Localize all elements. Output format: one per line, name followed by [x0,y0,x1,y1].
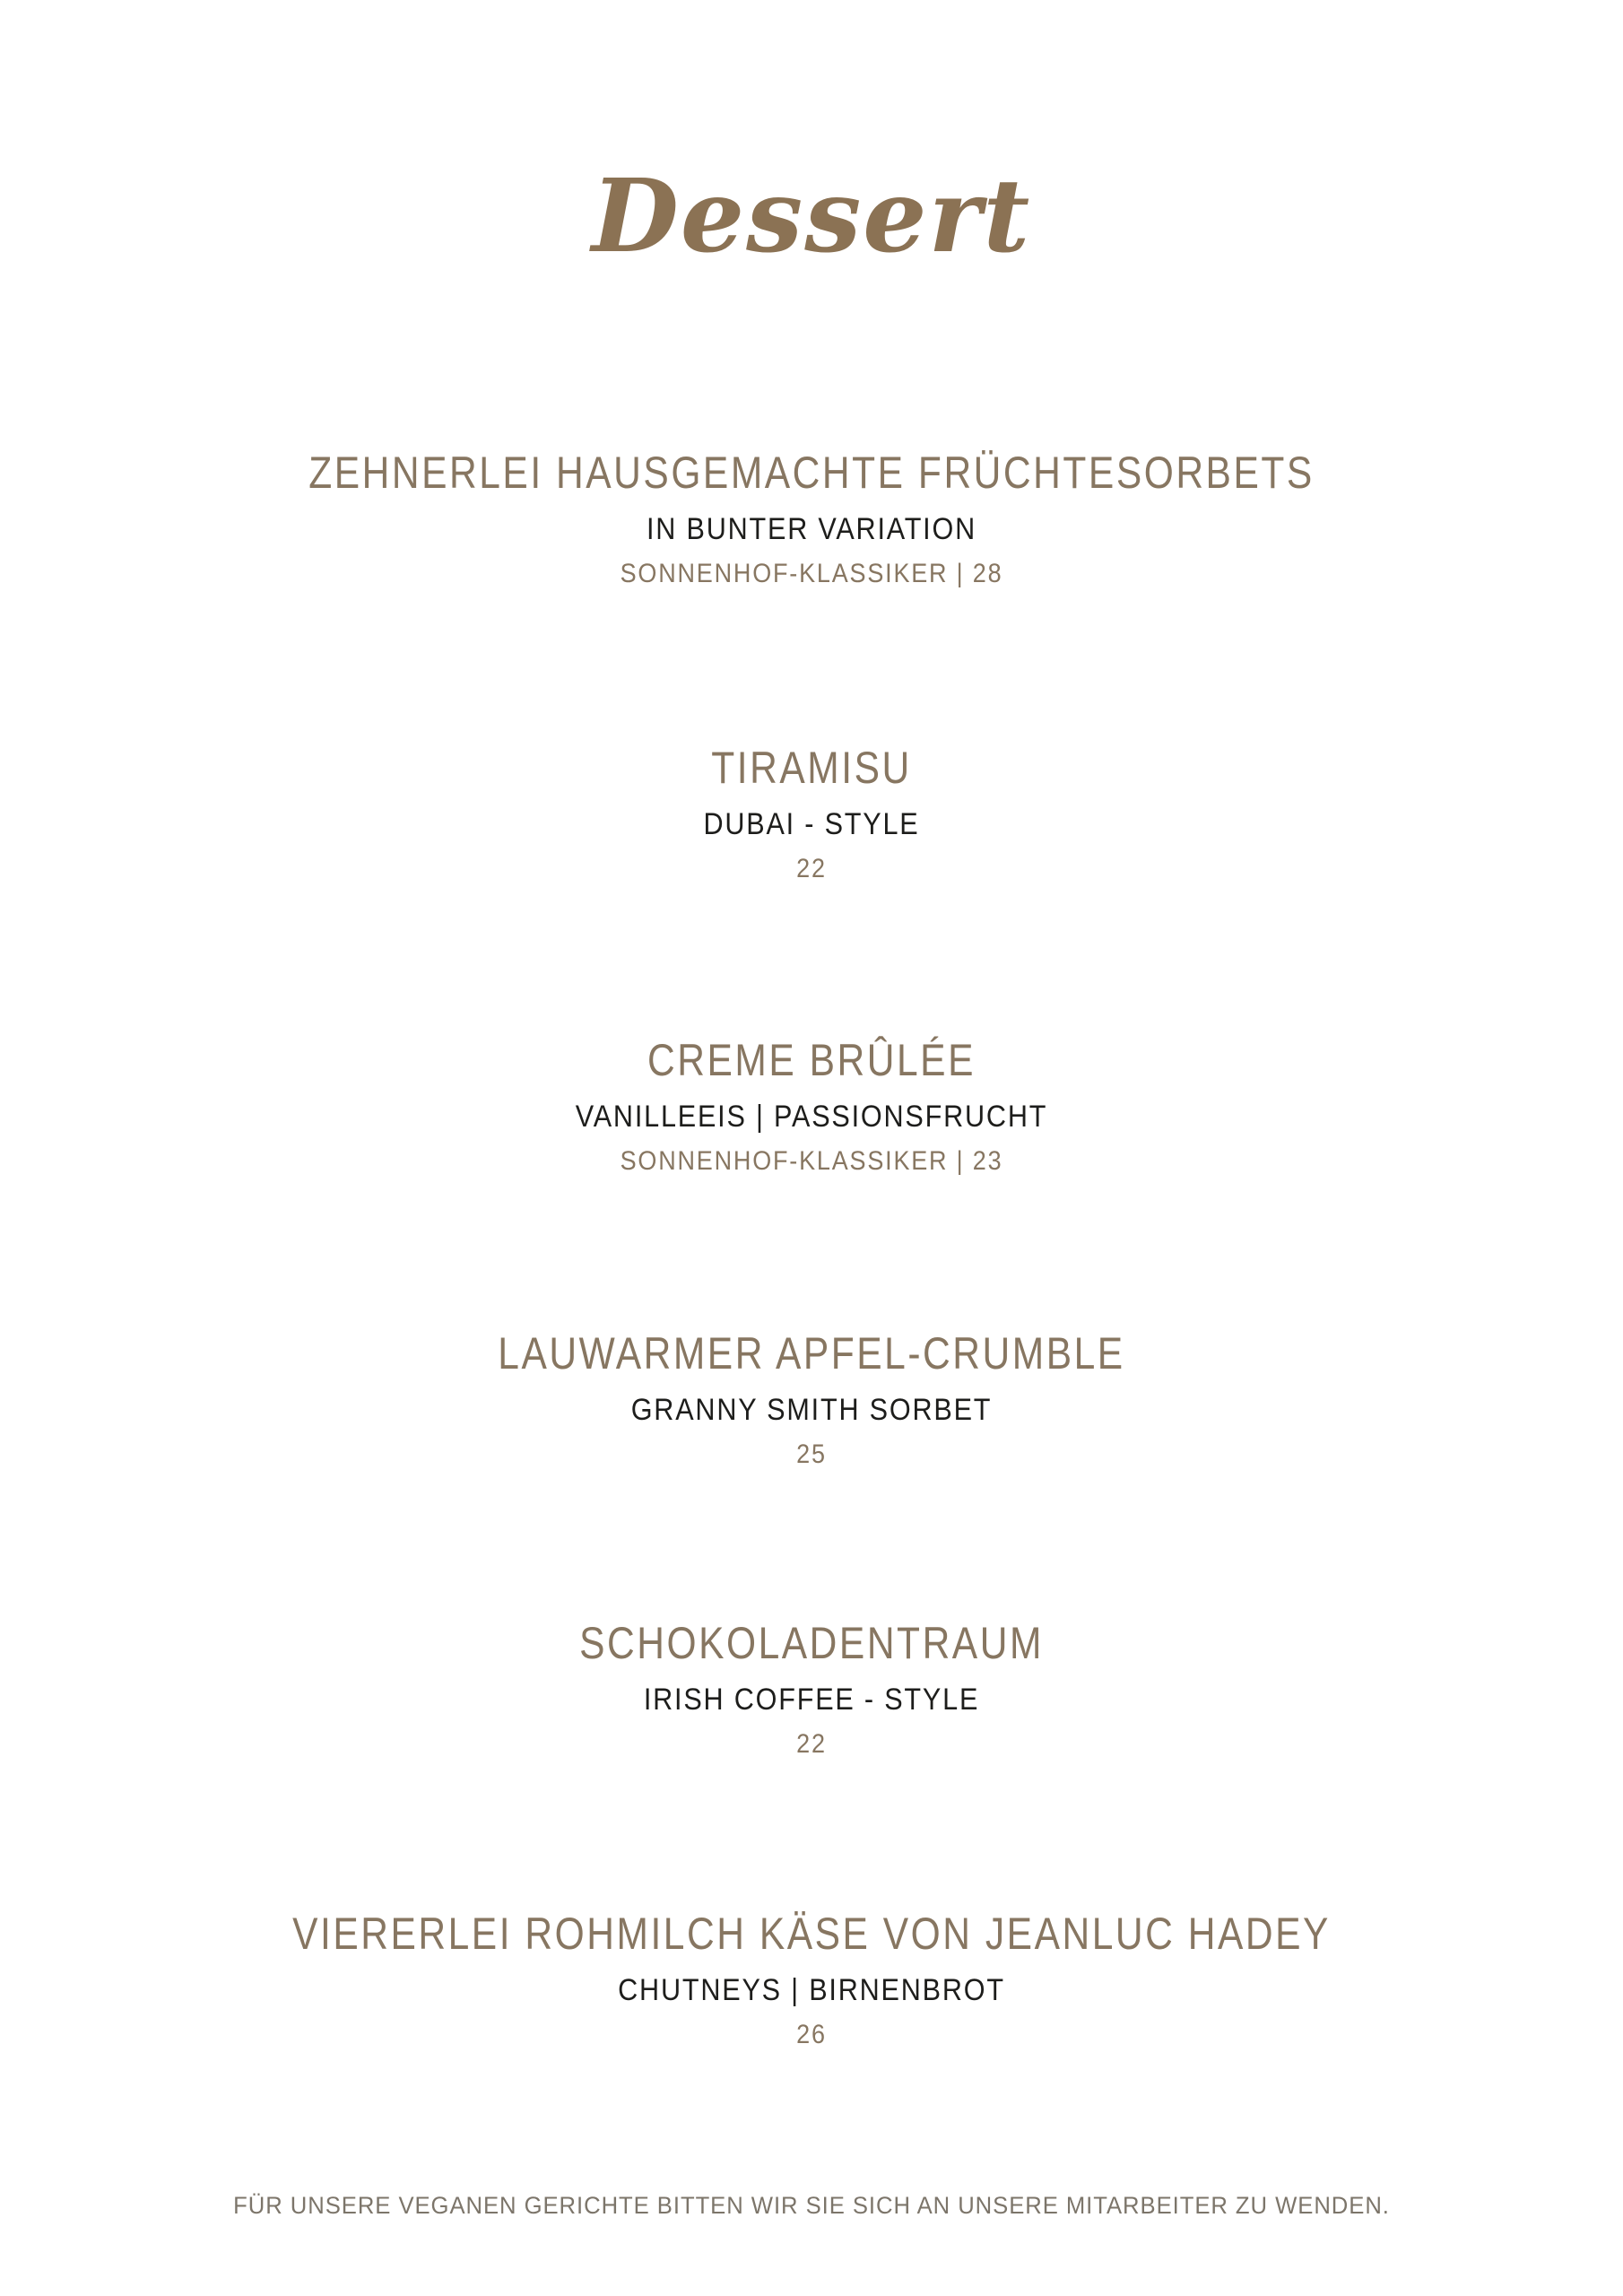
item-price-line: 22 [796,854,827,883]
item-description: DUBAI - STYLE [703,807,920,841]
item-name: LAUWARMER APFEL-CRUMBLE [498,1328,1125,1378]
item-name: VIERERLEI ROHMILCH KÄSE VON JEANLUC HADEY [292,1909,1331,1959]
item-price-line: 22 [796,1729,827,1759]
item-description: CHUTNEYS | BIRNENBROT [618,1973,1005,2007]
item-description: VANILLEEIS | PASSIONSFRUCHT [575,1100,1048,1134]
item-price-line: SONNENHOF-KLASSIKER | 28 [620,559,1003,588]
item-description: IRISH COFFEE - STYLE [643,1683,980,1717]
item-description: GRANNY SMITH SORBET [630,1393,993,1427]
menu-item [0,742,1623,885]
menu-item [0,1617,1623,1761]
footer-note: FÜR UNSERE VEGANEN GERICHTE BITTEN WIR SIE SICH AN UNSERE MITARBEITER ZU WENDEN. [233,2192,1390,2219]
item-description: IN BUNTER VARIATION [646,512,976,546]
item-name: CREME BRÛLÉE [647,1035,976,1085]
item-price-line: SONNENHOF-KLASSIKER | 23 [620,1146,1003,1176]
item-name: SCHOKOLADENTRAUM [579,1618,1044,1668]
page-title: Dessert [591,158,1032,275]
item-price-line: 26 [796,2020,827,2049]
item-name: TIRAMISU [711,743,912,793]
menu-item [0,1908,1623,2051]
menu-item [0,447,1623,590]
item-price-line: 25 [796,1439,827,1469]
menu-item [0,1327,1623,1471]
menu-item [0,1034,1623,1178]
item-name: ZEHNERLEI HAUSGEMACHTE FRÜCHTESORBETS [308,448,1315,498]
